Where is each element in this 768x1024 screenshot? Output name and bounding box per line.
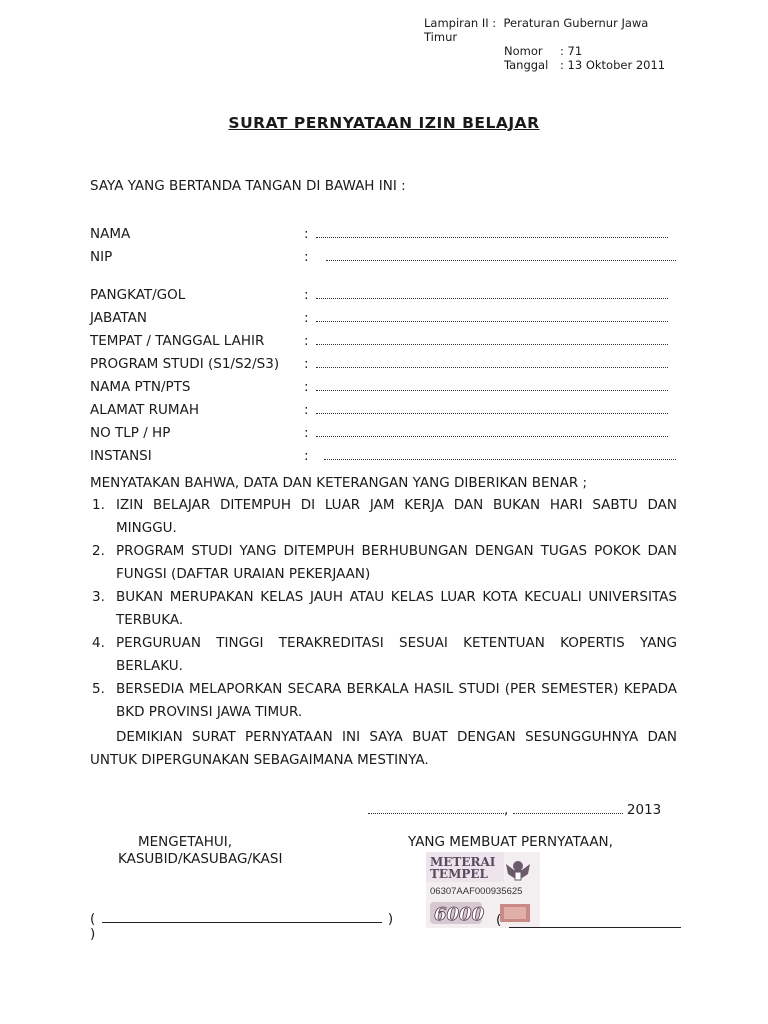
- lampiran-text: Peraturan Gubernur Jawa: [503, 16, 649, 30]
- date-year: 2013: [626, 802, 662, 818]
- statement-number: 1.: [92, 497, 105, 513]
- nomor-label: Nomor: [504, 44, 543, 58]
- signature-left-block: [118, 834, 282, 868]
- statement-text: PROGRAM STUDI YANG DITEMPUH BERHUBUNGAN DENGAN TUGAS POKOK DAN FUNGSI (DAFTAR URAIAN PEKERJAAN): [116, 543, 677, 582]
- fill-in-line[interactable]: [326, 259, 676, 261]
- field-nama-ptn-pts: [90, 375, 668, 395]
- statement-number: 3.: [92, 589, 105, 605]
- field-label: INSTANSI: [90, 448, 152, 464]
- field-colon: :: [304, 379, 309, 395]
- field-colon: :: [304, 287, 309, 303]
- statement-list: [90, 494, 677, 724]
- intro-text: SAYA YANG BERTANDA TANGAN DI BAWAH INI :: [90, 178, 406, 194]
- field-colon: :: [304, 448, 309, 464]
- close-paren: ): [387, 911, 394, 927]
- field-label: JABATAN: [90, 310, 147, 326]
- fill-in-line[interactable]: [316, 412, 668, 414]
- statement-text: IZIN BELAJAR DITEMPUH DI LUAR JAM KERJA DAN BUKAN HARI SABTU DAN MINGGU.: [116, 497, 677, 536]
- nomor-line: [424, 44, 680, 58]
- lampiran-continuation: Timur: [424, 30, 458, 44]
- field-colon: :: [304, 425, 309, 441]
- fill-in-line[interactable]: [316, 389, 668, 391]
- document-title: SURAT PERNYATAAN IZIN BELAJAR: [228, 114, 540, 132]
- fill-in-line[interactable]: [316, 366, 668, 368]
- field-label: NAMA: [90, 226, 131, 242]
- field-program-studi: [90, 352, 668, 372]
- field-label: PROGRAM STUDI (S1/S2/S3): [90, 356, 280, 372]
- tanggal-line: [424, 58, 680, 72]
- signature-right-block: [408, 834, 613, 850]
- close-paren-wrapped: ): [90, 926, 96, 942]
- fill-in-line[interactable]: [316, 236, 668, 238]
- field-label: PANGKAT/GOL: [90, 287, 186, 303]
- field-pangkat-gol: [90, 283, 668, 303]
- field-tempat-tanggal-lahir: [90, 329, 668, 349]
- field-nip: [90, 245, 676, 265]
- statement-item: [90, 494, 677, 540]
- field-colon: :: [304, 249, 309, 265]
- field-label: NAMA PTN/PTS: [90, 379, 191, 395]
- pembuat-pernyataan-label: YANG MEMBUAT PERNYATAAN,: [408, 834, 613, 850]
- signature-left-name-line: [90, 912, 393, 942]
- field-jabatan: [90, 306, 668, 326]
- statement-item: [90, 678, 677, 724]
- field-label: TEMPAT / TANGGAL LAHIR: [90, 333, 265, 349]
- field-colon: :: [304, 356, 309, 372]
- mengetahui-label: MENGETAHUI,: [138, 834, 233, 850]
- stamp-value: 6000: [434, 904, 485, 925]
- statement-number: 2.: [92, 543, 105, 559]
- field-alamat-rumah: [90, 398, 668, 418]
- declaration-text: MENYATAKAN BAHWA, DATA DAN KETERANGAN YANG DIBERIKAN BENAR ;: [90, 475, 588, 491]
- statement-number: 5.: [92, 681, 105, 697]
- field-nama: [90, 222, 668, 242]
- open-paren: (: [90, 911, 96, 927]
- stamp-serial: 06307AAF000935625: [430, 886, 523, 897]
- lampiran-line: [424, 16, 680, 30]
- field-label: NIP: [90, 249, 113, 265]
- place-date-line: [368, 802, 661, 818]
- statement-item: [90, 540, 677, 586]
- place-fill-line[interactable]: [368, 812, 504, 814]
- date-separator: ,: [504, 802, 509, 818]
- fill-in-line[interactable]: [316, 343, 668, 345]
- attachment-header: [424, 16, 680, 72]
- field-no-tlp-hp: [90, 421, 668, 441]
- tanggal-label: Tanggal: [504, 58, 549, 72]
- field-label: ALAMAT RUMAH: [90, 402, 199, 418]
- fill-in-line[interactable]: [316, 320, 668, 322]
- name-fill-line[interactable]: [509, 915, 681, 928]
- lampiran-label: Lampiran II :: [424, 16, 497, 30]
- statement-text: BUKAN MERUPAKAN KELAS JAUH ATAU KELAS LUAR KOTA KECUALI UNIVERSITAS TERBUKA.: [116, 589, 677, 628]
- stamp-text-meterai: METERAI: [430, 855, 496, 869]
- stamp-text-tempel: TEMPEL: [430, 867, 488, 881]
- field-instansi: [90, 444, 676, 464]
- fill-in-line[interactable]: [324, 458, 676, 460]
- closing-paragraph: DEMIKIAN SURAT PERNYATAAN INI SAYA BUAT DENGAN SESUNGGUHNYA DAN UNTUK DIPERGUNAKAN SEBAGAIMANA MESTINYA.: [90, 729, 677, 768]
- field-label: NO TLP / HP: [90, 425, 171, 441]
- statement-item: [90, 632, 677, 678]
- statement-text: PERGURUAN TINGGI TERAKREDITASI SESUAI KETENTUAN KOPERTIS YANG BERLAKU.: [116, 635, 677, 674]
- fill-in-line[interactable]: [316, 297, 668, 299]
- open-paren: (: [496, 912, 502, 928]
- field-colon: :: [304, 333, 309, 349]
- date-fill-line[interactable]: [513, 812, 623, 814]
- fill-in-line[interactable]: [316, 435, 668, 437]
- kasubid-label: KASUBID/KASUBAG/KASI: [118, 851, 283, 867]
- statement-text: BERSEDIA MELAPORKAN SECARA BERKALA HASIL STUDI (PER SEMESTER) KEPADA BKD PROVINSI JAWA TIMUR.: [116, 681, 677, 720]
- tanggal-value: : 13 Oktober 2011: [560, 58, 666, 72]
- field-colon: :: [304, 310, 309, 326]
- name-fill-line[interactable]: [102, 912, 382, 923]
- statement-number: 4.: [92, 635, 105, 651]
- statement-item: [90, 586, 677, 632]
- nomor-value: : 71: [560, 44, 583, 58]
- signature-right-name-line: [496, 912, 681, 928]
- field-colon: :: [304, 226, 309, 242]
- field-colon: :: [304, 402, 309, 418]
